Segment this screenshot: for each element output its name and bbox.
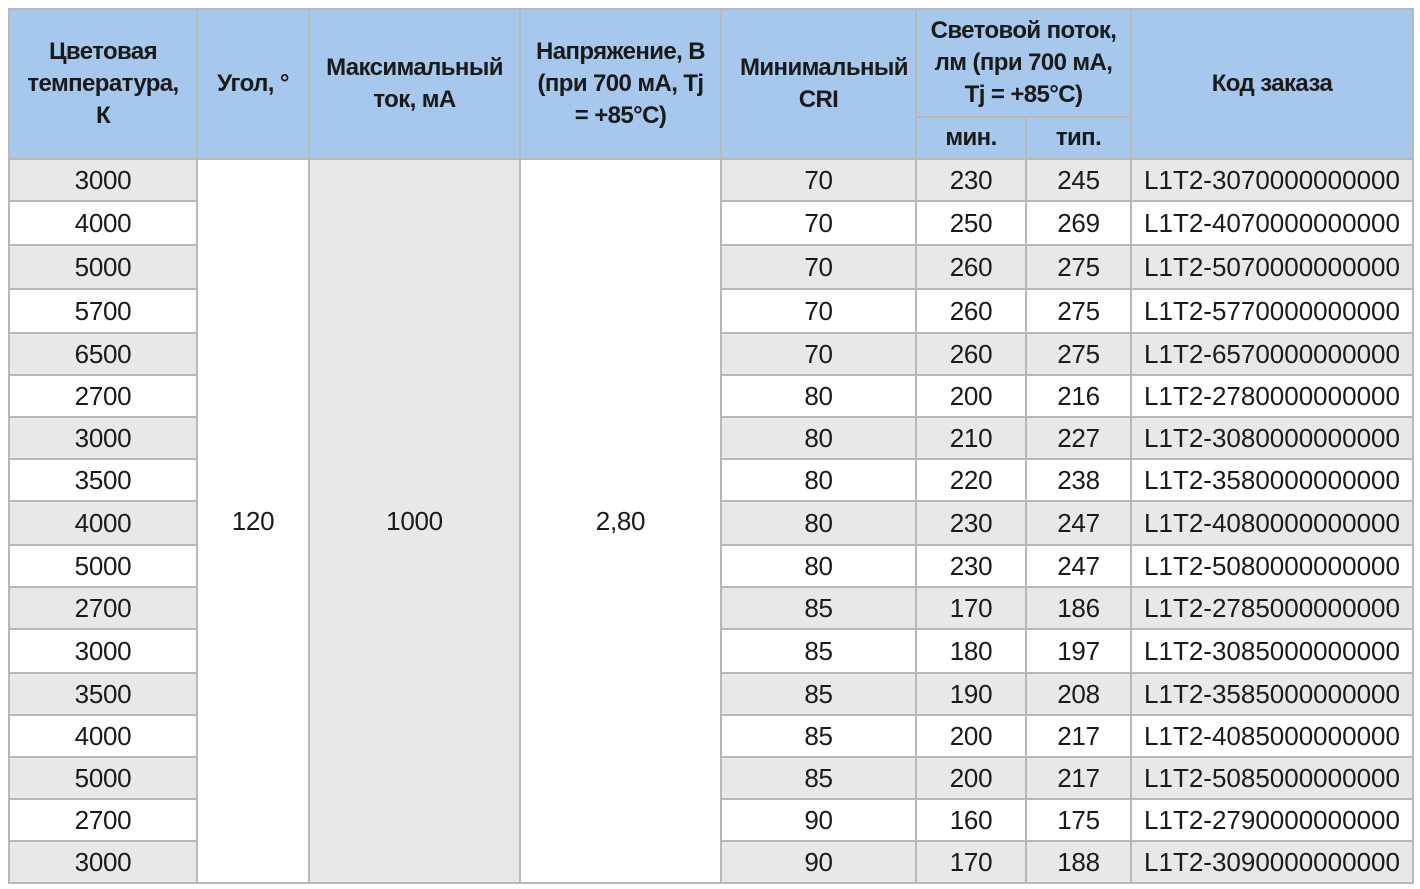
cell-flux-min: 190 xyxy=(916,673,1026,715)
header-max-current: Максимальный ток, мА xyxy=(309,9,520,159)
cell-order-code: L1T2-5085000000000 xyxy=(1131,757,1413,799)
cell-flux-min: 200 xyxy=(916,715,1026,757)
cell-flux-typ: 216 xyxy=(1026,375,1131,417)
cell-color-temp: 4000 xyxy=(9,201,197,245)
cell-order-code: L1T2-4085000000000 xyxy=(1131,715,1413,757)
cell-flux-min: 210 xyxy=(916,417,1026,459)
cell-order-code: L1T2-6570000000000 xyxy=(1131,333,1413,375)
cell-flux-min: 230 xyxy=(916,545,1026,587)
cell-order-code: L1T2-3580000000000 xyxy=(1131,459,1413,501)
cell-order-code: L1T2-3070000000000 xyxy=(1131,159,1413,201)
cell-color-temp: 5000 xyxy=(9,245,197,289)
cell-flux-min: 260 xyxy=(916,289,1026,333)
header-voltage: Напряжение, В (при 700 мА, Tj = +85°C) xyxy=(520,9,721,159)
cell-color-temp: 4000 xyxy=(9,715,197,757)
header-angle: Угол, ° xyxy=(197,9,309,159)
table-body xyxy=(9,159,1413,883)
cell-flux-min: 230 xyxy=(916,159,1026,201)
header-flux-typ: тип. xyxy=(1026,117,1131,159)
cell-angle: 120 xyxy=(197,159,309,883)
cell-color-temp: 3500 xyxy=(9,673,197,715)
header-color-temp: Цветовая температура, К xyxy=(9,9,197,159)
cell-order-code: L1T2-3080000000000 xyxy=(1131,417,1413,459)
cell-min-cri: 80 xyxy=(721,417,916,459)
cell-color-temp: 2700 xyxy=(9,375,197,417)
cell-flux-min: 200 xyxy=(916,375,1026,417)
cell-color-temp: 2700 xyxy=(9,587,197,629)
cell-order-code: L1T2-2790000000000 xyxy=(1131,799,1413,841)
cell-flux-min: 220 xyxy=(916,459,1026,501)
cell-min-cri: 80 xyxy=(721,545,916,587)
cell-color-temp: 5000 xyxy=(9,757,197,799)
cell-flux-min: 230 xyxy=(916,501,1026,545)
cell-flux-typ: 275 xyxy=(1026,289,1131,333)
cell-flux-typ: 186 xyxy=(1026,587,1131,629)
cell-flux-typ: 238 xyxy=(1026,459,1131,501)
cell-color-temp: 5000 xyxy=(9,545,197,587)
cell-color-temp: 3000 xyxy=(9,159,197,201)
cell-min-cri: 70 xyxy=(721,245,916,289)
cell-flux-typ: 245 xyxy=(1026,159,1131,201)
cell-flux-typ: 247 xyxy=(1026,545,1131,587)
cell-min-cri: 70 xyxy=(721,201,916,245)
table-row xyxy=(9,159,1413,201)
table-header xyxy=(9,9,1413,159)
cell-flux-typ: 197 xyxy=(1026,629,1131,673)
cell-flux-typ: 269 xyxy=(1026,201,1131,245)
cell-voltage: 2,80 xyxy=(520,159,721,883)
cell-flux-typ: 175 xyxy=(1026,799,1131,841)
cell-flux-min: 260 xyxy=(916,245,1026,289)
cell-flux-typ: 188 xyxy=(1026,841,1131,883)
cell-order-code: L1T2-2780000000000 xyxy=(1131,375,1413,417)
cell-order-code: L1T2-3585000000000 xyxy=(1131,673,1413,715)
header-luminous-flux: Световой поток, лм (при 700 мА, Tj = +85°C) xyxy=(916,9,1131,117)
cell-order-code: L1T2-2785000000000 xyxy=(1131,587,1413,629)
cell-flux-min: 180 xyxy=(916,629,1026,673)
cell-flux-typ: 227 xyxy=(1026,417,1131,459)
cell-color-temp: 3000 xyxy=(9,629,197,673)
cell-flux-min: 160 xyxy=(916,799,1026,841)
cell-color-temp: 6500 xyxy=(9,333,197,375)
cell-min-cri: 70 xyxy=(721,289,916,333)
cell-color-temp: 3000 xyxy=(9,417,197,459)
cell-min-cri: 80 xyxy=(721,501,916,545)
cell-flux-typ: 275 xyxy=(1026,333,1131,375)
cell-flux-typ: 247 xyxy=(1026,501,1131,545)
cell-color-temp: 4000 xyxy=(9,501,197,545)
cell-min-cri: 85 xyxy=(721,629,916,673)
cell-min-cri: 90 xyxy=(721,841,916,883)
led-spec-table xyxy=(8,8,1414,884)
cell-flux-typ: 208 xyxy=(1026,673,1131,715)
cell-order-code: L1T2-5070000000000 xyxy=(1131,245,1413,289)
cell-min-cri: 85 xyxy=(721,587,916,629)
cell-min-cri: 70 xyxy=(721,159,916,201)
cell-min-cri: 80 xyxy=(721,459,916,501)
cell-min-cri: 70 xyxy=(721,333,916,375)
cell-min-cri: 85 xyxy=(721,757,916,799)
cell-max-current: 1000 xyxy=(309,159,520,883)
cell-min-cri: 90 xyxy=(721,799,916,841)
cell-color-temp: 3500 xyxy=(9,459,197,501)
cell-color-temp: 2700 xyxy=(9,799,197,841)
header-order-code: Код заказа xyxy=(1131,9,1413,159)
cell-order-code: L1T2-4080000000000 xyxy=(1131,501,1413,545)
cell-flux-min: 250 xyxy=(916,201,1026,245)
cell-min-cri: 85 xyxy=(721,673,916,715)
cell-flux-min: 200 xyxy=(916,757,1026,799)
cell-order-code: L1T2-5770000000000 xyxy=(1131,289,1413,333)
cell-color-temp: 5700 xyxy=(9,289,197,333)
cell-flux-typ: 217 xyxy=(1026,715,1131,757)
cell-flux-min: 170 xyxy=(916,841,1026,883)
cell-order-code: L1T2-3085000000000 xyxy=(1131,629,1413,673)
cell-color-temp: 3000 xyxy=(9,841,197,883)
cell-order-code: L1T2-3090000000000 xyxy=(1131,841,1413,883)
cell-flux-min: 260 xyxy=(916,333,1026,375)
cell-order-code: L1T2-4070000000000 xyxy=(1131,201,1413,245)
cell-flux-typ: 275 xyxy=(1026,245,1131,289)
cell-min-cri: 85 xyxy=(721,715,916,757)
cell-flux-typ: 217 xyxy=(1026,757,1131,799)
cell-min-cri: 80 xyxy=(721,375,916,417)
header-flux-min: мин. xyxy=(916,117,1026,159)
spec-table-container xyxy=(8,8,1412,884)
cell-order-code: L1T2-5080000000000 xyxy=(1131,545,1413,587)
cell-flux-min: 170 xyxy=(916,587,1026,629)
header-min-cri: Минимальный CRI xyxy=(721,9,916,159)
